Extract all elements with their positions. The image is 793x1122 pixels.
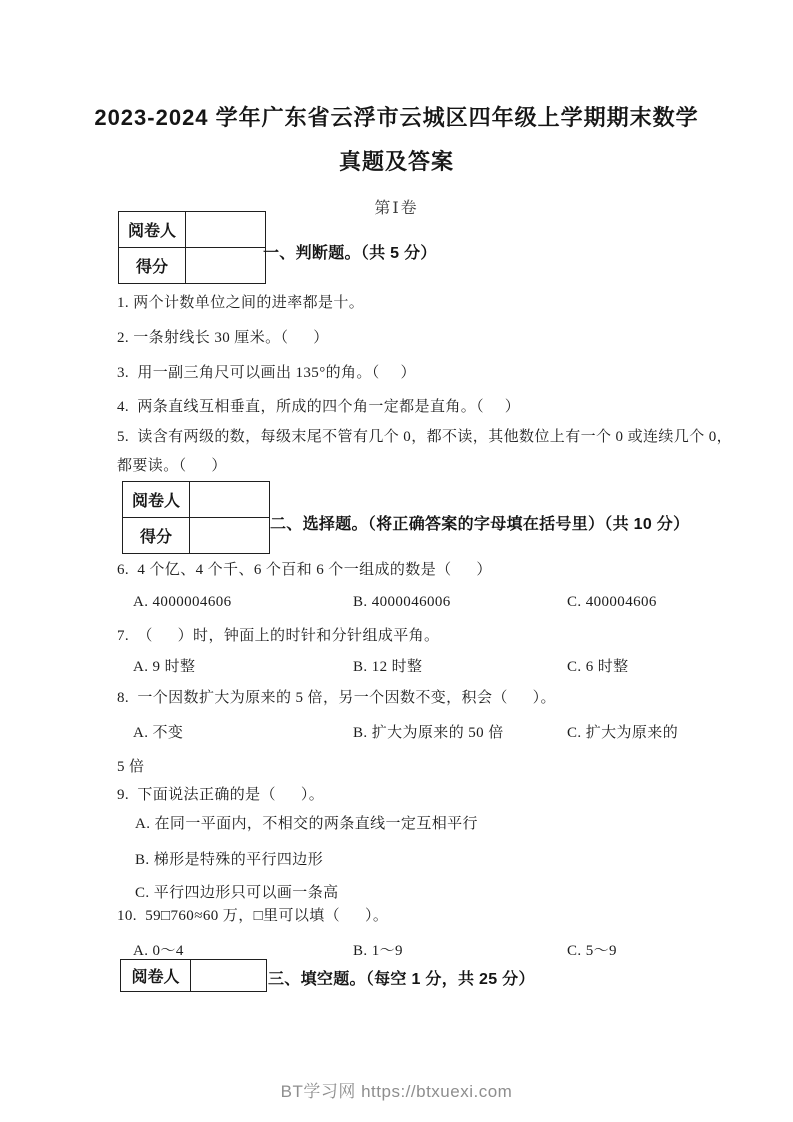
question-7-option-c: C. 6 时整 [567,659,629,675]
footer-site-watermark: BT学习网 https://btxuexi.com [280,1082,513,1101]
question-7: 7. （ ）时，钟面上的时针和分针组成平角。 [117,628,440,644]
question-2: 2. 一条射线长 30 厘米。（ ） [117,330,329,346]
question-10-option-c: C. 5～9 [567,943,617,959]
score-blank-cell[interactable] [190,518,270,554]
reviewer-blank-cell[interactable] [191,960,267,992]
question-8-option-c: C. 扩大为原来的 [567,725,679,741]
question-9: 9. 下面说法正确的是（ ）。 [117,787,325,803]
question-10-option-b: B. 1～9 [353,943,403,959]
question-8-option-c-continuation: 5 倍 [117,759,145,775]
question-5-line1: 5. 读含有两级的数，每级末尾不管有几个 0，都不读，其他数位上有一个 0 或连续几个 0， [117,429,733,445]
question-8-option-a: A. 不变 [133,725,184,741]
question-4: 4. 两条直线互相垂直，所成的四个角一定都是直角。（ ） [117,399,521,415]
question-9-option-a: A. 在同一平面内，不相交的两条直线一定互相平行 [135,816,478,832]
question-3: 3. 用一副三角尺可以画出 135°的角。（ ） [117,365,416,381]
question-10-option-a: A. 0～4 [133,943,184,959]
reviewer-blank-cell[interactable] [186,212,266,248]
section-heading-judgment: 一、判断题。（共 5 分） [263,245,437,262]
question-6-option-a: A. 4000004606 [133,594,232,610]
section-heading-choice: 二、选择题。（将正确答案的字母填在括号里）（共 10 分） [270,516,690,533]
score-table-judgment [118,211,266,284]
question-6: 6. 4 个亿、4 个千、6 个百和 6 个一组成的数是（ ） [117,562,492,578]
reviewer-label: 阅卷人 [123,482,190,518]
reviewer-label: 阅卷人 [119,212,186,248]
question-8: 8. 一个因数扩大为原来的 5 倍，另一个因数不变，积会（ ）。 [117,690,556,706]
exam-title-line1: 2023-2024 学年广东省云浮市云城区四年级上学期期末数学 [94,105,699,130]
question-7-option-a: A. 9 时整 [133,659,196,675]
score-label: 得分 [123,518,190,554]
question-10: 10. 59□760≈60 万，□里可以填（ ）。 [117,908,389,924]
score-table-choice [122,481,270,554]
reviewer-blank-cell[interactable] [190,482,270,518]
section-heading-fill-in: 三、填空题。（每空 1 分，共 25 分） [268,971,535,988]
score-blank-cell[interactable] [186,248,266,284]
score-table-fill-in [120,959,267,992]
question-9-option-c: C. 平行四边形只可以画一条高 [135,885,339,901]
reviewer-label: 阅卷人 [121,960,191,992]
question-6-option-b: B. 4000046006 [353,594,451,610]
score-label: 得分 [119,248,186,284]
question-8-option-b: B. 扩大为原来的 50 倍 [353,725,504,741]
question-6-option-c: C. 400004606 [567,594,657,610]
question-1: 1. 两个计数单位之间的进率都是十。 [117,295,365,311]
question-5-line2: 都要读。（ ） [117,458,227,474]
question-9-option-b: B. 梯形是特殊的平行四边形 [135,852,324,868]
volume-label: 第Ⅰ卷 [374,200,419,217]
question-7-option-b: B. 12 时整 [353,659,423,675]
exam-title-line2: 真题及答案 [338,149,454,174]
